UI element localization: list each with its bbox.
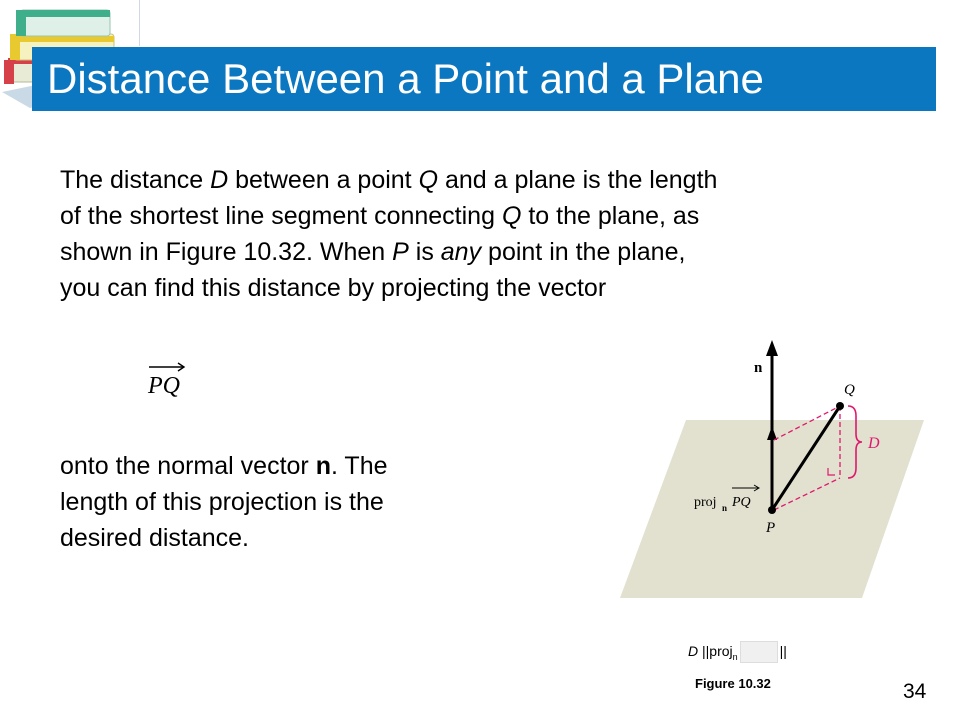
projection-line [60,484,500,520]
slide-title: Distance Between a Point and a Plane [47,55,764,102]
text-segment: onto the normal vector [60,452,316,480]
text-segment: shown in Figure 10.32. When [60,238,393,266]
header-divider [139,0,140,46]
text-segment: Q [501,202,522,230]
text-segment: between a point [228,166,419,194]
text-segment: any [440,238,482,266]
label-proj: proj [694,495,717,510]
projection-paragraph [60,448,500,556]
intro-line [60,270,910,306]
title-bar [32,47,936,111]
text-segment: is [408,238,441,266]
label-p: P [766,520,776,536]
intro-paragraph [60,162,910,306]
figure-diagram [618,330,930,605]
label-q: Q [844,382,855,398]
formula-d: D [688,643,699,659]
label-n: n [754,360,763,376]
formula-end: || [779,643,787,659]
page-number: 34 [903,680,927,703]
label-d: D [868,435,880,452]
text-segment: point in the plane, [481,238,686,266]
text-segment: The distance [60,166,211,194]
vector-pq-text: PQ [148,373,180,399]
intro-line [60,198,910,234]
intro-line [60,162,910,198]
intro-line [60,234,910,270]
formula-proj: ||proj [702,643,733,659]
normal-arrowhead [766,340,778,356]
formula-sub: n [732,651,738,662]
point-q [836,402,844,410]
distance-formula [688,640,787,662]
point-p [768,506,776,514]
text-segment: D [210,166,229,194]
text-segment: P [392,238,409,266]
text-segment: . The [330,452,388,480]
projection-line [60,448,500,484]
text-segment: Q [418,166,439,194]
label-proj-sub: n [722,503,728,513]
text-segment: of the shortest line segment connecting [60,202,502,230]
text-segment: n [315,452,331,480]
vector-pq-label [146,360,188,400]
text-segment: and a plane is the length [438,166,718,194]
text-segment: desired distance. [60,524,250,552]
projection-line [60,520,500,556]
text-segment: you can find this distance by projecting the vector [60,274,607,302]
figure-caption: Figure 10.32 [695,676,771,691]
label-proj-vec: PQ [732,495,751,510]
text-segment: length of this projection is the [60,488,384,516]
text-segment: to the plane, as [521,202,700,230]
formula-pq-image [740,641,778,663]
